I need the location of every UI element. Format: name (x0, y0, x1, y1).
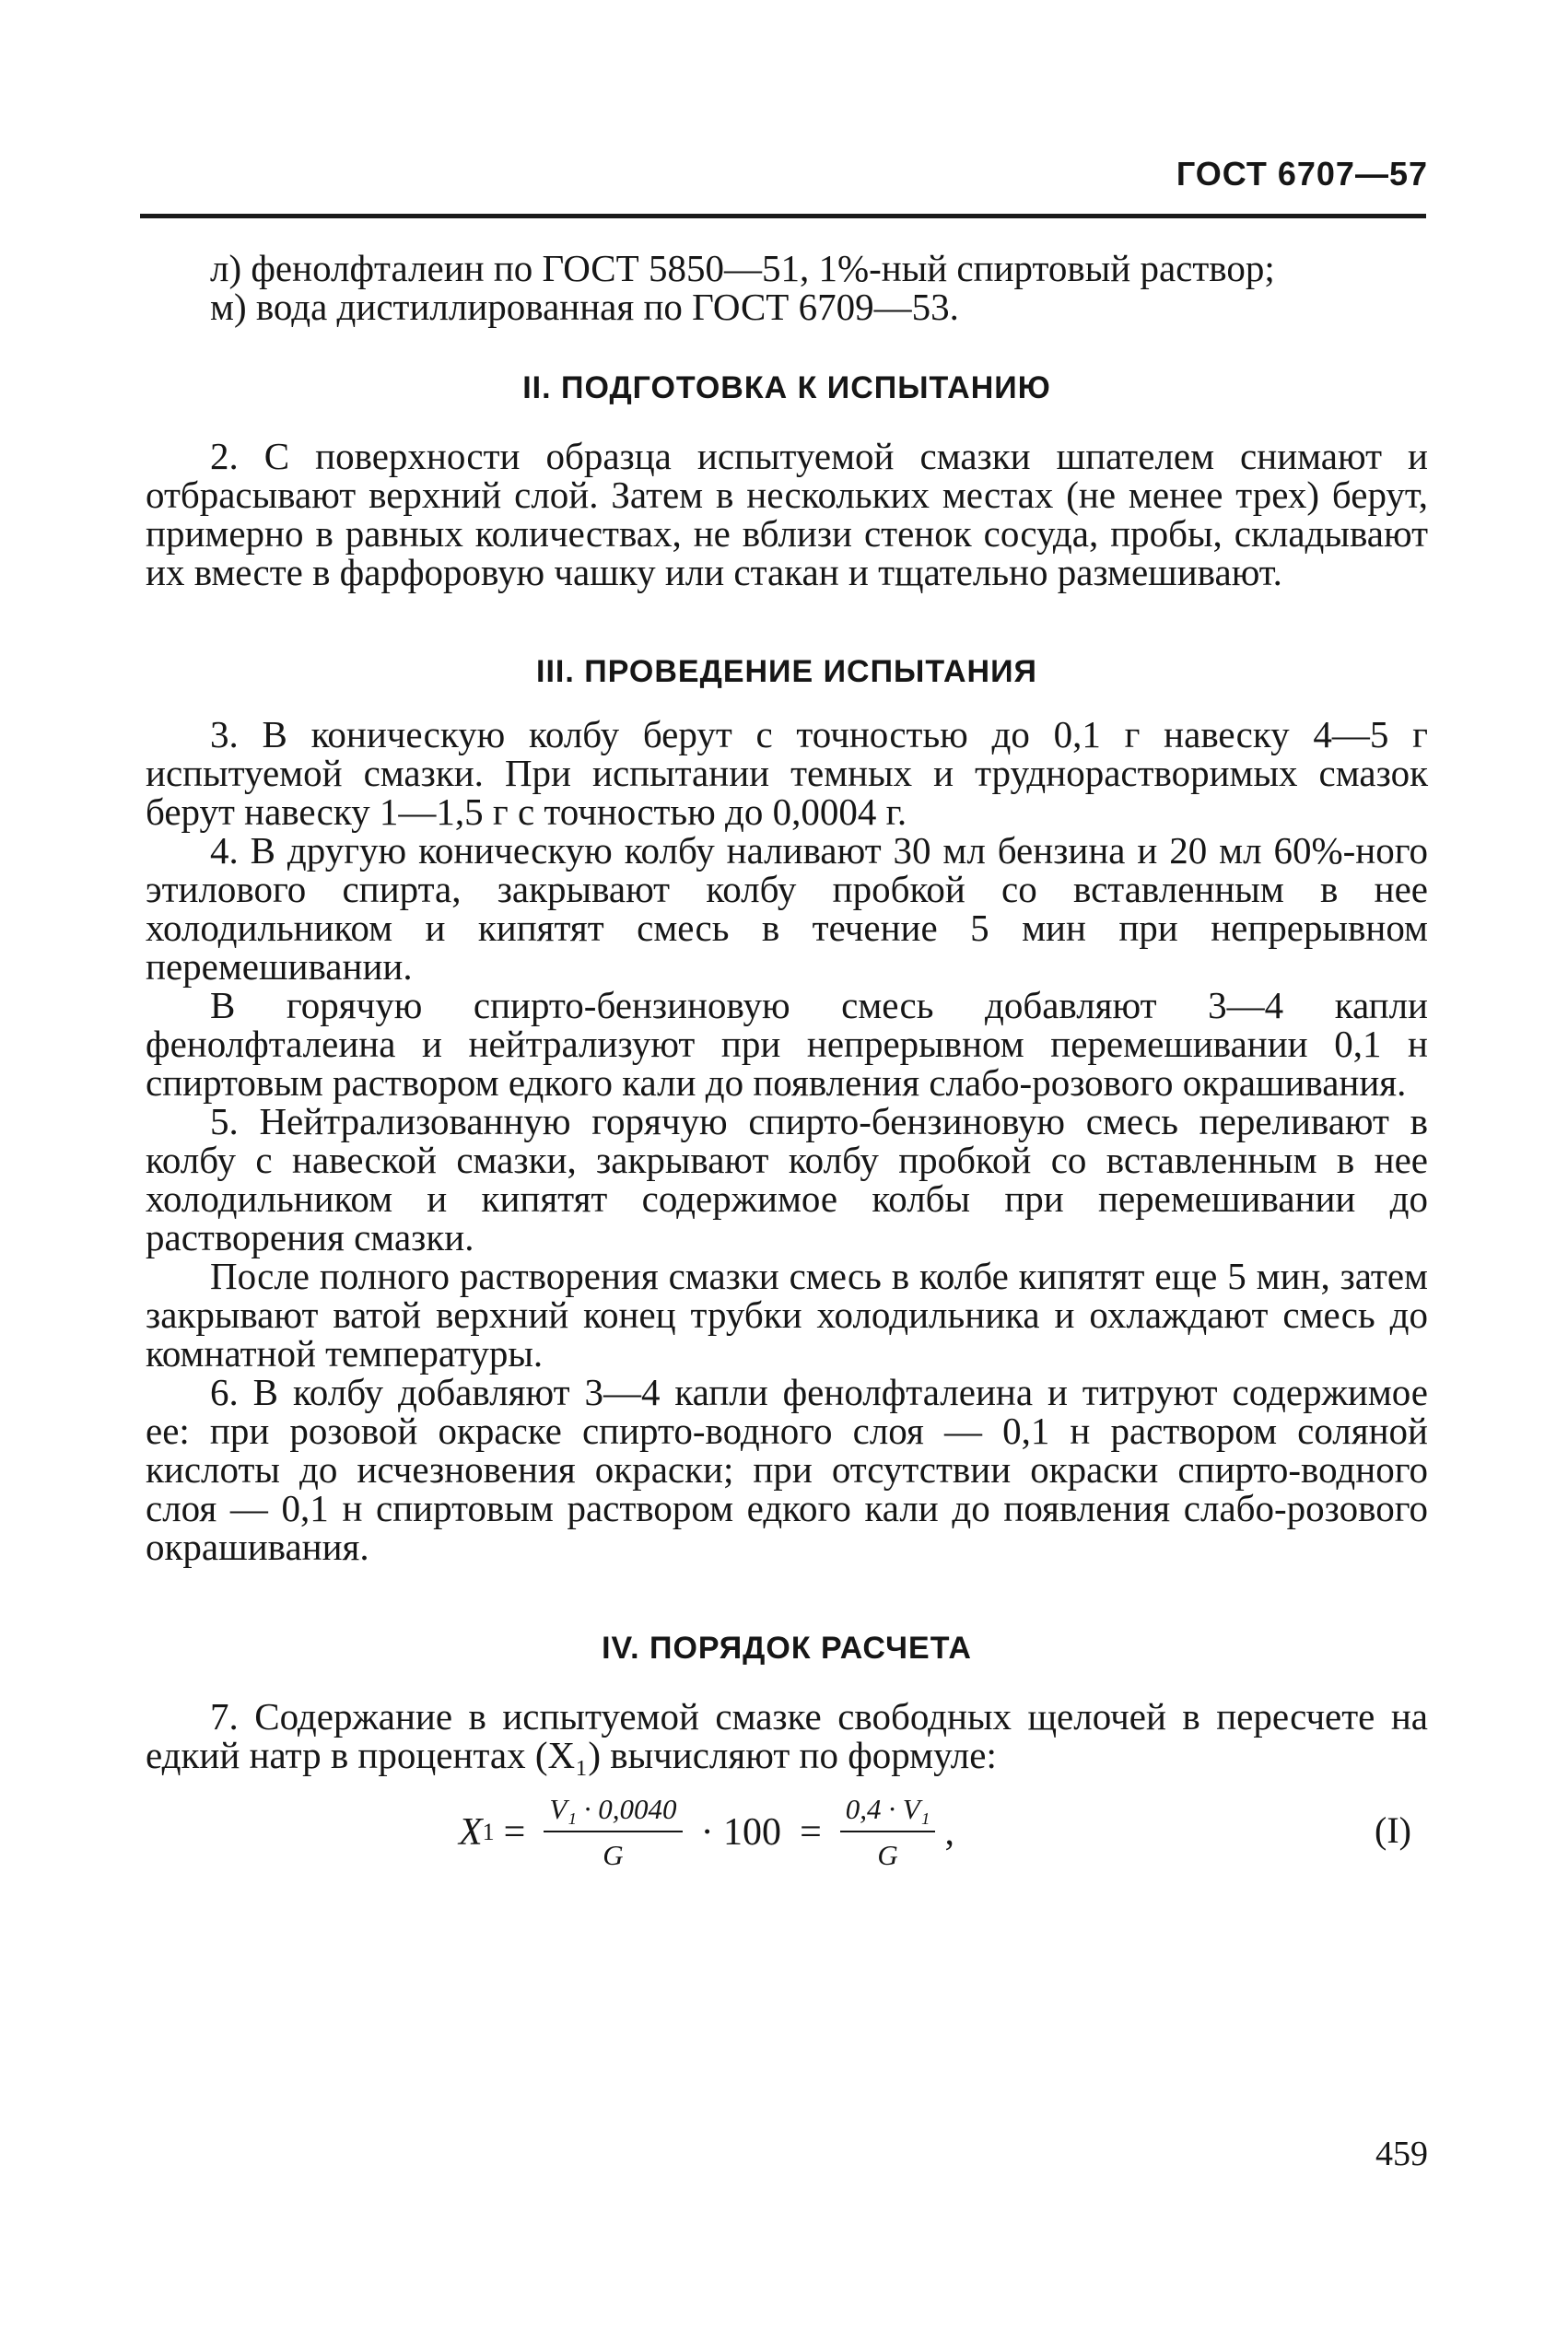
paragraph-4: 4. В другую коническую колбу наливают 30 мл бензина и 20 мл 60%-ного этилового спирта, закрывают колбу пробкой со вставленным в нее холодильником и кипятят смесь в течение 5 мин при непрерывном перемешивании. (146, 829, 1428, 988)
formula-row (146, 1782, 1428, 1883)
equation-number: (I) (1375, 1809, 1411, 1851)
formula-lhs-subscript: 1 (482, 1819, 495, 1845)
formula-equals-2: = (800, 1811, 822, 1854)
section-heading-preparation: II. ПОДГОТОВКА К ИСПЫТАНИЮ (522, 370, 1051, 405)
document-body (146, 249, 1428, 1883)
fraction-1-denominator: G (603, 1839, 624, 1871)
page-number: 459 (1375, 2135, 1428, 2173)
paragraph-6: 6. В колбу добавляют 3—4 капли фенолфталеина и титруют содержимое ее: при розовой окраске спирто-водного слоя — 0,1 н раствором соляной кислоты до исчезновения окраски; при отсутствии окраски спирто-водного слоя — 0,1 н спиртовым раствором едкого кали до появления слабо-розового окрашивания. (146, 1371, 1428, 1568)
paragraph-7: 7. Содержание в испытуемой смазке свободных щелочей в пересчете на едкий натр в процентах (X₁) вычисляют по формуле: (146, 1695, 1428, 1776)
fraction-2-numerator: 0,4 · V₁ (845, 1793, 930, 1825)
fraction-1-numerator: V₁ · 0,0040 (549, 1793, 677, 1825)
paragraph-3: 3. В коническую колбу берут с точностью до 0,1 г навеску 4—5 г испытуемой смазки. При испытании темных и труднорастворимых смазок берут навеску 1—1,5 г с точностью до 0,0004 г. (146, 713, 1428, 833)
header-rule (140, 214, 1426, 218)
paragraph-2: 2. С поверхности образца испытуемой смазки шпателем снимают и отбрасывают верхний слой. Затем в нескольких местах (не менее трех) берут, примерно в равных количествах, не вблизи стенок сосуда, пробы, складывают их вместе в фарфоровую чашку или стакан и тщательно размешивают. (146, 435, 1428, 593)
formula-equals-1: = (503, 1811, 526, 1854)
formula (459, 1782, 954, 1883)
item-l: л) фенолфталеин по ГОСТ 5850—51, 1%-ный спиртовый раствор; (210, 247, 1275, 289)
fraction-2 (840, 1790, 936, 1875)
fraction-1 (544, 1790, 682, 1875)
formula-multiplier: · 100 (700, 1811, 782, 1854)
section-heading-procedure: III. ПРОВЕДЕНИЕ ИСПЫТАНИЯ (536, 654, 1037, 689)
paragraph-5: 5. Нейтрализованную горячую спирто-бензиновую смесь переливают в колбу с навеской смазки, закрывают колбу пробкой со вставленным в нее холодильником и кипятят содержимое колбы при перемешивании до растворения смазки. (146, 1100, 1428, 1258)
section-heading-calculation: IV. ПОРЯДОК РАСЧЕТА (602, 1631, 972, 1666)
formula-lhs: X (459, 1811, 483, 1854)
formula-trailing-comma: , (944, 1811, 954, 1854)
paragraph-4-continued: В горячую спирто-бензиновую смесь добавляют 3—4 капли фенолфталеина и нейтрализуют при непрерывном перемешивании 0,1 н спиртовым раствором едкого кали до появления слабо-розового окрашивания. (146, 984, 1428, 1104)
fraction-2-denominator: G (877, 1839, 898, 1871)
gost-header: ГОСТ 6707—57 (1176, 155, 1428, 193)
item-m: м) вода дистиллированная по ГОСТ 6709—53. (210, 286, 959, 328)
paragraph-5-continued: После полного растворения смазки смесь в колбе кипятят еще 5 мин, затем закрывают ватой верхний конец трубки холодильника и охлаждают смесь до комнатной температуры. (146, 1255, 1428, 1375)
